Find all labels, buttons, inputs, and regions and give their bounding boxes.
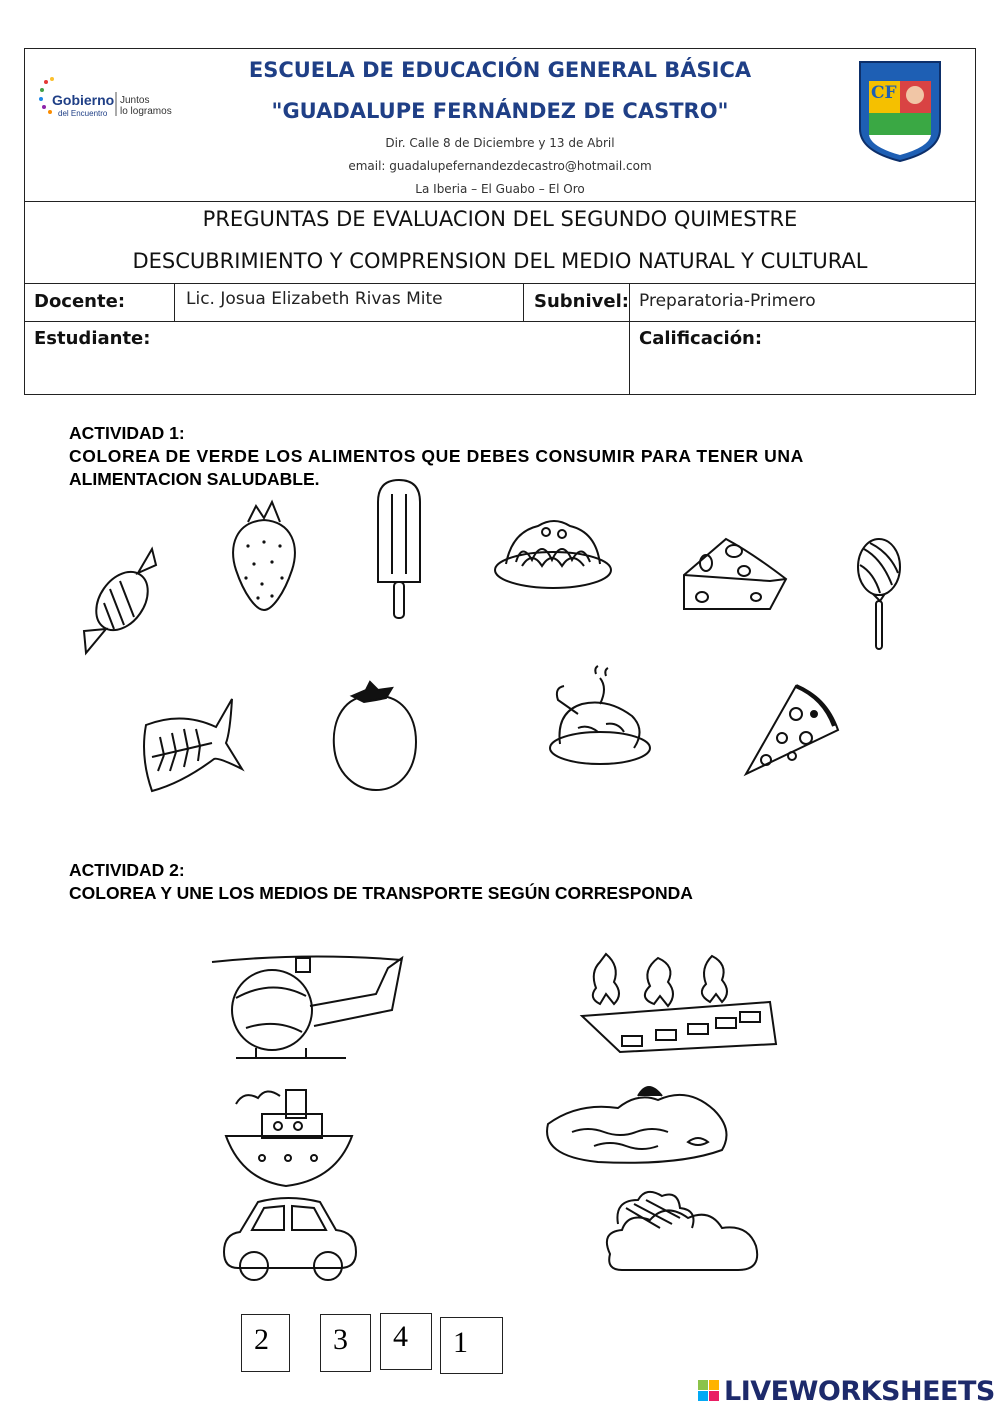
car-icon (218, 1196, 360, 1282)
school-crest (857, 59, 943, 163)
cheese-picture[interactable] (682, 535, 788, 613)
clouds-icon (600, 1188, 764, 1274)
strawberry-picture[interactable] (228, 498, 300, 613)
roast-chicken-icon (548, 668, 652, 768)
table-col-divider-1 (174, 283, 175, 321)
answer-box-3[interactable]: 4 (380, 1313, 432, 1370)
crest-initials: CF (871, 83, 897, 103)
school-address: Dir. Calle 8 de Diciembre y 13 de Abril (385, 136, 615, 150)
activity2 (69, 859, 939, 905)
spaghetti-picture[interactable] (492, 512, 614, 592)
helicopter-picture[interactable] (206, 948, 408, 1074)
fish-picture[interactable] (140, 697, 244, 793)
school-type: ESCUELA DE EDUCACIÓN GENERAL BÁSICA (248, 58, 752, 82)
spaghetti-icon (492, 512, 614, 592)
school-crest-icon (857, 59, 943, 163)
school-name: "GUADALUPE FERNÁNDEZ DE CASTRO" (271, 99, 729, 123)
pizza-picture[interactable] (744, 680, 840, 776)
activity1-line2: ALIMENTACION SALUDABLE. (69, 469, 320, 489)
helicopter-icon (206, 948, 408, 1074)
roast-chicken-picture[interactable] (548, 668, 652, 768)
table-middle-line (24, 321, 976, 322)
boat-icon (222, 1080, 356, 1190)
sea-icon (538, 1082, 734, 1166)
table-top-line (24, 283, 976, 284)
exam-title: PREGUNTAS DE EVALUACION DEL SEGUNDO QUIMESTRE (202, 207, 798, 231)
grade-label: Calificación: (639, 328, 763, 349)
government-logo-word: Gobierno (52, 92, 115, 108)
level-value: Preparatoria-Primero (639, 291, 816, 311)
school-location: La Iberia – El Guabo – El Oro (415, 182, 585, 196)
school-email: email: guadalupefernandezdecastro@hotmail.com (348, 159, 652, 173)
popsicle-picture[interactable] (374, 478, 424, 620)
table-col-divider-2 (523, 283, 524, 321)
activity1 (69, 422, 939, 491)
liveworksheets-brand[interactable]: LIVEWORKSHEETS (724, 1376, 995, 1407)
popsicle-icon (374, 478, 424, 620)
cheese-icon (682, 535, 788, 613)
tomato-picture[interactable] (330, 680, 418, 792)
lollipop-picture[interactable] (856, 537, 902, 651)
candy-icon (80, 545, 162, 657)
activity2-instruction: COLOREA Y UNE LOS MEDIOS DE TRANSPORTE SEGÚN CORRESPONDA (69, 883, 693, 903)
government-logo-sub: del Encuentro (58, 109, 108, 118)
road-picture[interactable] (580, 948, 776, 1056)
answer-box-2[interactable]: 3 (320, 1314, 371, 1372)
lollipop-icon (856, 537, 902, 651)
government-logo (38, 76, 173, 122)
activity1-heading: ACTIVIDAD 1: (69, 423, 185, 443)
candy-picture[interactable] (80, 545, 162, 657)
clouds-picture[interactable] (600, 1188, 764, 1274)
strawberry-icon (228, 498, 300, 613)
answer-box-1[interactable]: 2 (241, 1314, 290, 1372)
car-picture[interactable] (218, 1196, 360, 1282)
answer-box-4[interactable]: 1 (440, 1317, 503, 1374)
boat-picture[interactable] (222, 1080, 356, 1190)
student-label: Estudiante: (34, 328, 151, 349)
tomato-icon (330, 680, 418, 792)
road-icon (580, 948, 776, 1056)
teacher-value: Lic. Josua Elizabeth Rivas Mite (186, 289, 443, 309)
header-divider (24, 201, 976, 202)
activity1-line1: COLOREA DE VERDE LOS ALIMENTOS QUE DEBES CONSUMIR PARA TENER UNA (69, 446, 804, 466)
exam-subject: DESCUBRIMIENTO Y COMPRENSION DEL MEDIO NATURAL Y CULTURAL (132, 249, 868, 273)
table-col-divider-3 (629, 283, 630, 395)
government-slogan-2: lo logramos (120, 106, 172, 117)
sea-picture[interactable] (538, 1082, 734, 1166)
teacher-label: Docente: (34, 291, 126, 312)
level-label: Subnivel: (534, 291, 629, 312)
pizza-icon (744, 680, 840, 776)
fish-icon (140, 697, 244, 793)
liveworksheets-logo-icon (698, 1380, 720, 1402)
activity2-heading: ACTIVIDAD 2: (69, 860, 185, 880)
government-slogan-1: Juntos (120, 95, 150, 106)
